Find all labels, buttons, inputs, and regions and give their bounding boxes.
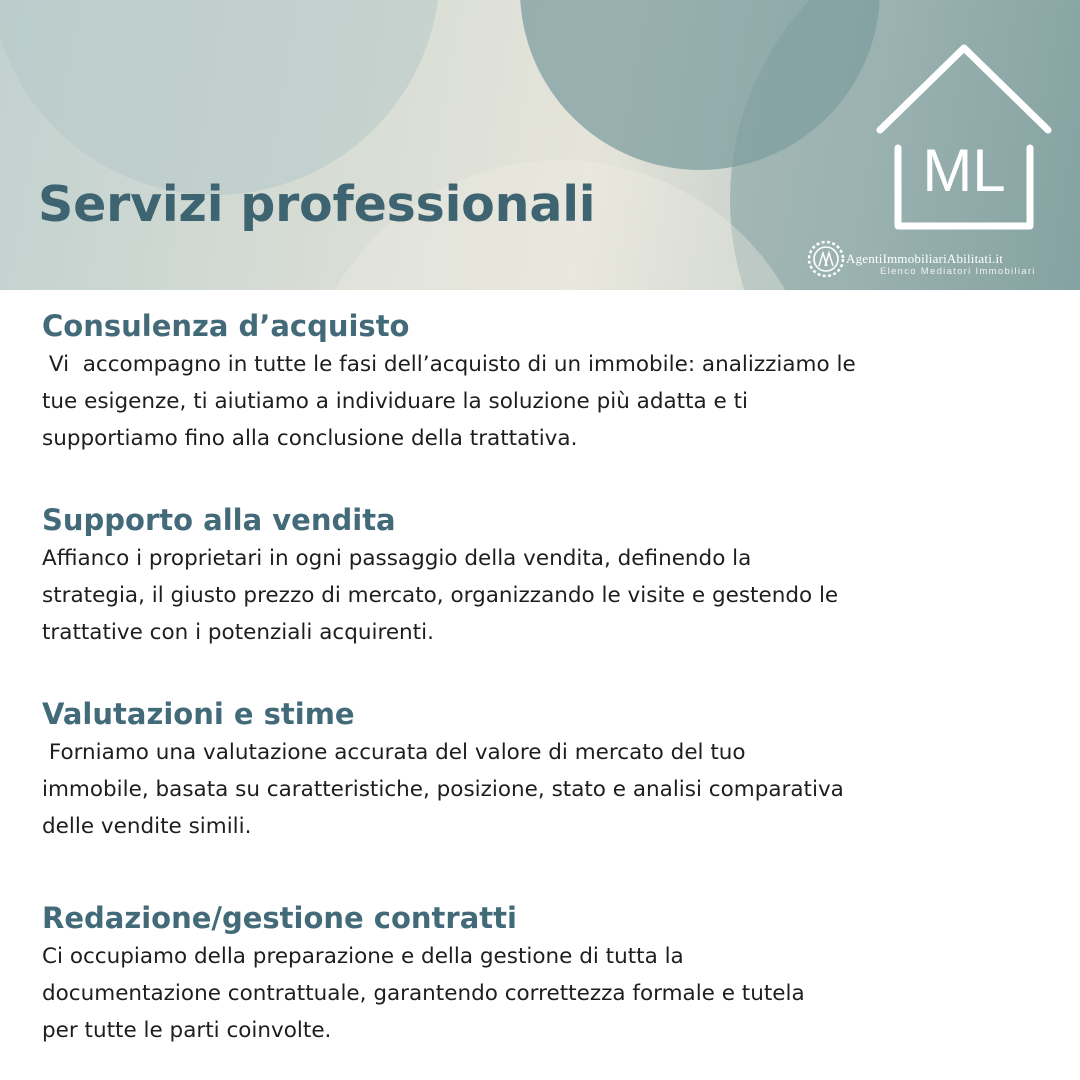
service-description: Forniamo una valutazione accurata del valore di mercato del tuo immobile, basata su caratteristiche, posizione, stato e analisi comparativa delle vendite simili.	[42, 740, 844, 839]
header-banner	[0, 0, 1080, 290]
service-description: Affianco i proprietari in ogni passaggio della vendita, definendo la strategia, il giusto prezzo di mercato, organizzando le visite e gestendo le trattative con i potenziali acquirenti.	[42, 546, 839, 645]
service-item	[42, 898, 1062, 1049]
service-item	[42, 306, 1062, 457]
service-heading: Consulenza d’acquisto	[42, 309, 410, 343]
service-heading: Valutazioni e stime	[42, 697, 355, 731]
page-title: Servizi professionali	[38, 176, 596, 233]
badge-brand-name: AgentiImmobiliariAbilitati.it	[846, 251, 1004, 266]
service-heading: Redazione/gestione contratti	[42, 901, 517, 935]
service-description: Ci occupiamo della preparazione e della gestione di tutta la documentazione contrattuale, garantendo correttezza formale e tutela per tutte le parti coinvolte.	[42, 944, 805, 1043]
badge-subtitle: Elenco Mediatori Immobiliari	[880, 266, 1036, 277]
service-heading: Supporto alla vendita	[42, 503, 396, 537]
service-description: Vi accompagno in tutte le fasi dell’acquisto di un immobile: analizziamo le tue esigenze, ti aiutiamo a individuare la soluzione più adatta e ti supportiamo fino alla conclusione della trattativa.	[42, 352, 856, 451]
service-item	[42, 694, 1062, 845]
service-item	[42, 500, 1062, 651]
house-logo-icon	[872, 40, 1056, 236]
logo-monogram: ML	[922, 137, 1006, 204]
